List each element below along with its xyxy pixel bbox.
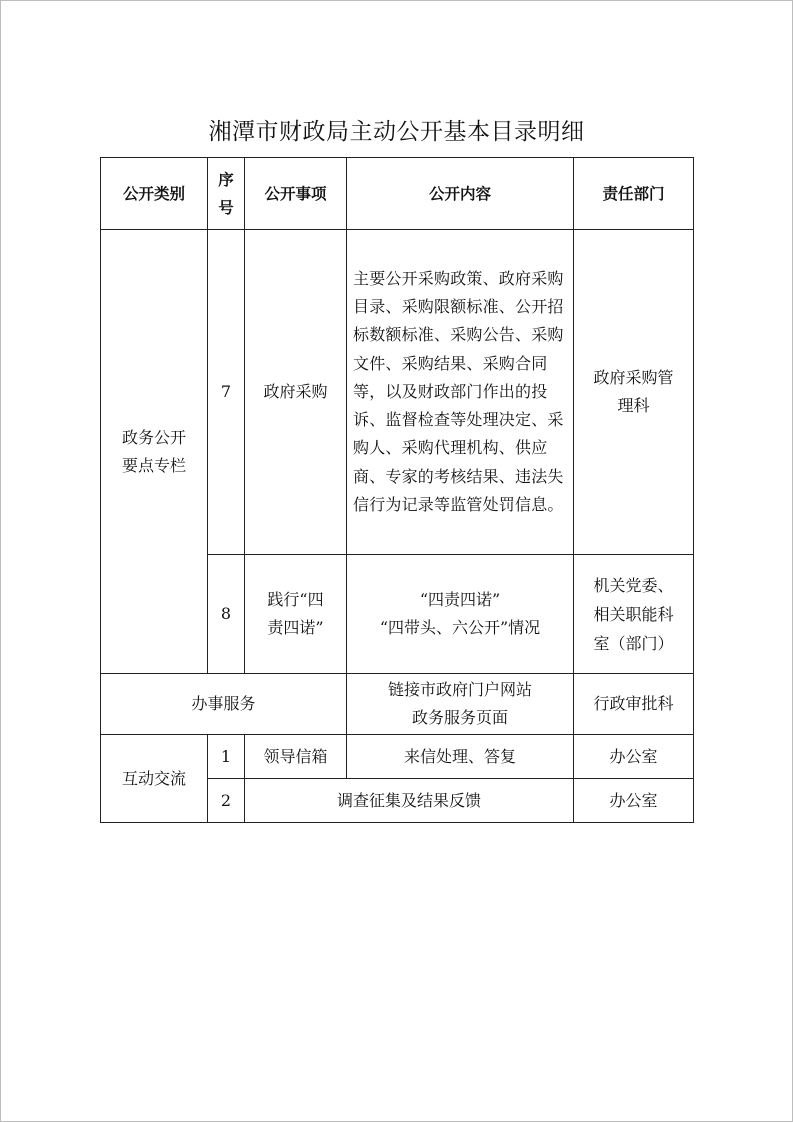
dept-cell: 行政审批科 <box>574 674 694 735</box>
dept-line1: 政府采购管 <box>593 368 674 387</box>
dept-cell: 办公室 <box>574 779 694 823</box>
table-row <box>101 674 694 735</box>
content-cell <box>347 674 574 735</box>
header-content: 公开内容 <box>347 158 574 230</box>
category-cell-group2: 办事服务 <box>101 674 347 735</box>
content-cell: 调查征集及结果反馈 <box>245 779 574 823</box>
content-line2: “四带头、六公开”情况 <box>379 618 541 637</box>
dept-line2: 理科 <box>617 396 650 415</box>
header-seq <box>208 158 245 230</box>
dept-cell: 办公室 <box>574 735 694 779</box>
item-line2: 责四诺” <box>267 618 324 637</box>
content-cell: 来信处理、答复 <box>347 735 574 779</box>
header-item: 公开事项 <box>245 158 347 230</box>
header-row <box>101 158 694 230</box>
dept-cell <box>574 230 694 555</box>
item-line1: 践行“四 <box>267 590 324 609</box>
dept-cell <box>574 555 694 674</box>
content-line1: “四责四诺” <box>419 590 501 609</box>
dept-line1: 机关党委、 <box>593 575 674 595</box>
category-line2: 要点专栏 <box>121 455 186 475</box>
header-dept: 责任部门 <box>574 158 694 230</box>
category-line1: 政务公开 <box>121 427 186 447</box>
category-cell-group1 <box>101 230 208 674</box>
catalog-table <box>100 157 694 823</box>
seq-cell: 2 <box>208 779 245 823</box>
seq-cell: 1 <box>208 735 245 779</box>
dept-line3: 室（部门） <box>593 633 674 653</box>
page-title: 湘潭市财政局主动公开基本目录明细 <box>208 119 585 145</box>
item-cell <box>245 555 347 674</box>
header-seq-line2: 号 <box>218 198 234 217</box>
header-seq-line1: 序 <box>218 170 234 189</box>
seq-cell: 8 <box>208 555 245 674</box>
seq-cell: 7 <box>208 230 245 555</box>
dept-line2: 相关职能科 <box>593 604 674 624</box>
content-line2: 政务服务页面 <box>411 708 508 727</box>
content-cell: 主要公开采购政策、政府采购目录、采购限额标准、公开招标数额标准、采购公告、采购文件、采购结果、采购合同等，以及财政部门作出的投诉、监督检查等处理决定、采购人、采购代理机构、供应商、专家的考核结果、违法失信行为记录等监管处罚信息。 <box>347 230 574 555</box>
content-cell <box>347 555 574 674</box>
header-category: 公开类别 <box>101 158 208 230</box>
table-row <box>101 735 694 779</box>
table-row <box>101 230 694 555</box>
item-cell: 领导信箱 <box>245 735 347 779</box>
item-cell: 政府采购 <box>245 230 347 555</box>
category-cell-group3: 互动交流 <box>101 735 208 823</box>
content-line1: 链接市政府门户网站 <box>387 680 532 699</box>
